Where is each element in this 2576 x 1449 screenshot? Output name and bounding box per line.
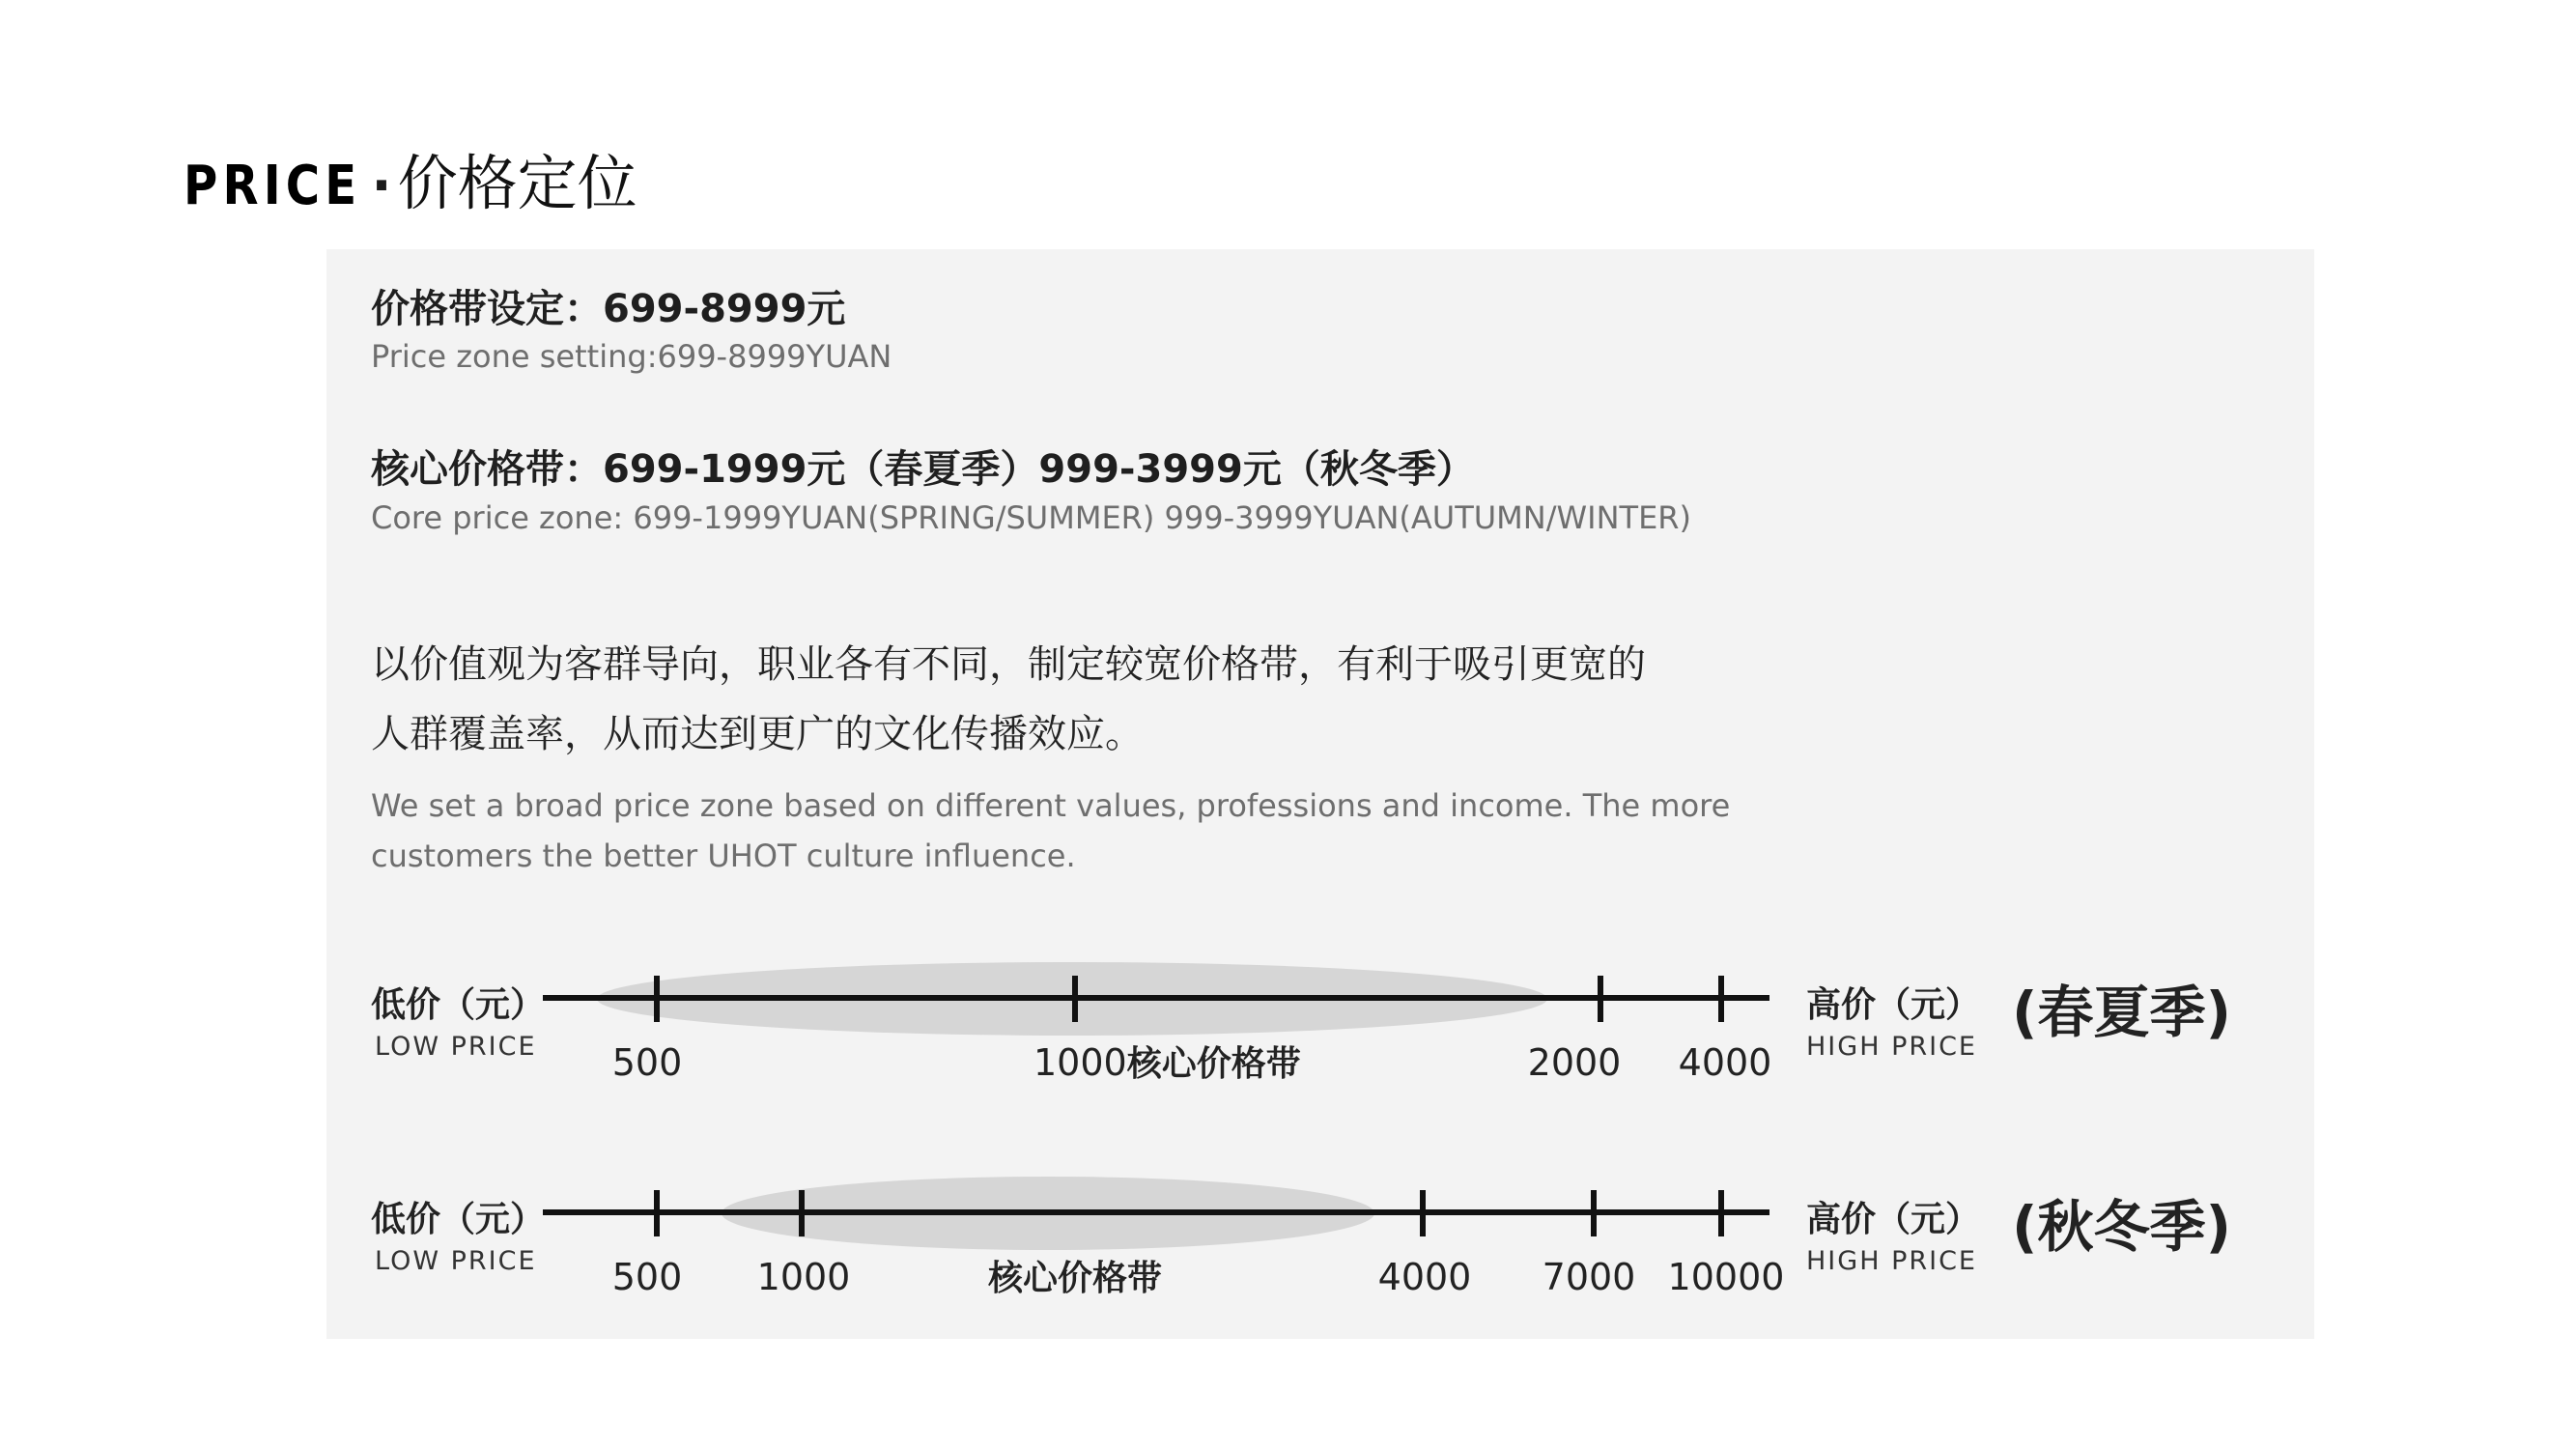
scale2-low-label: 低价（元） [371, 1200, 546, 1239]
scale2-tick-label-4000: 4000 [1377, 1256, 1472, 1298]
scale2-tick-label-1000: 1000 [756, 1256, 851, 1298]
heading-english: PRICE [184, 155, 362, 217]
scale2-core-label: 核心价格带 [987, 1259, 1163, 1298]
scale1-tick-label-1000 [1033, 1041, 1301, 1084]
core-zone-subtitle: Core price zone: 699-1999YUAN(SPRING/SUMMER) 999-3999YUAN(AUTUMN/WINTER) [371, 499, 1691, 536]
content-panel [326, 249, 2314, 1339]
price-scales-diagram [326, 249, 2314, 1339]
scale2-high-label: 高价（元） [1806, 1200, 1981, 1239]
scale2-low-label-en: LOW PRICE [375, 1246, 537, 1276]
page-heading [184, 135, 637, 218]
scale1-high-label: 高价（元） [1806, 985, 1981, 1025]
description-en-line1: We set a broad price zone based on different values, professions and income. The more [371, 787, 1731, 824]
description-cn-line1: 以价值观为客群导向，职业各有不同，制定较宽价格带，有利于吸引更宽的 [371, 642, 1646, 687]
scale1-core-label: 核心价格带 [1126, 1044, 1301, 1084]
scale2-tick-label-500: 500 [611, 1256, 683, 1298]
scale2-tick-label-10000: 10000 [1667, 1256, 1785, 1298]
price-zone-title: 价格带设定：699-8999元 [371, 287, 846, 331]
scale1-low-label-en: LOW PRICE [375, 1032, 537, 1062]
scale1-tick-label-4000: 4000 [1678, 1041, 1772, 1084]
scale2-tick-label-7000: 7000 [1542, 1256, 1636, 1298]
scale2-high-label-en: HIGH PRICE [1806, 1246, 1977, 1276]
scale1-high-label-en: HIGH PRICE [1806, 1032, 1977, 1062]
heading-separator: · [371, 155, 392, 217]
scale1-tick-1000-value: 1000 [1033, 1041, 1127, 1084]
description-en-line2: customers the better UHOT culture influence. [371, 838, 1076, 874]
scale1 [543, 962, 1771, 1084]
scale1-tick-label-2000: 2000 [1527, 1041, 1622, 1084]
scale2-season-label: (秋冬季) [2012, 1194, 2232, 1260]
heading-chinese: 价格定位 [397, 148, 637, 218]
scale1-tick-label-500: 500 [611, 1041, 683, 1084]
scale1-low-label: 低价（元） [371, 985, 546, 1025]
price-zone-subtitle: Price zone setting:699-8999YUAN [371, 338, 892, 375]
scale2 [543, 1177, 1784, 1298]
description-cn-line2: 人群覆盖率，从而达到更广的文化传播效应。 [371, 712, 1144, 756]
core-zone-title: 核心价格带：699-1999元（春夏季）999-3999元（秋冬季） [371, 447, 1475, 492]
scale1-season-label: (春夏季) [2012, 980, 2232, 1045]
